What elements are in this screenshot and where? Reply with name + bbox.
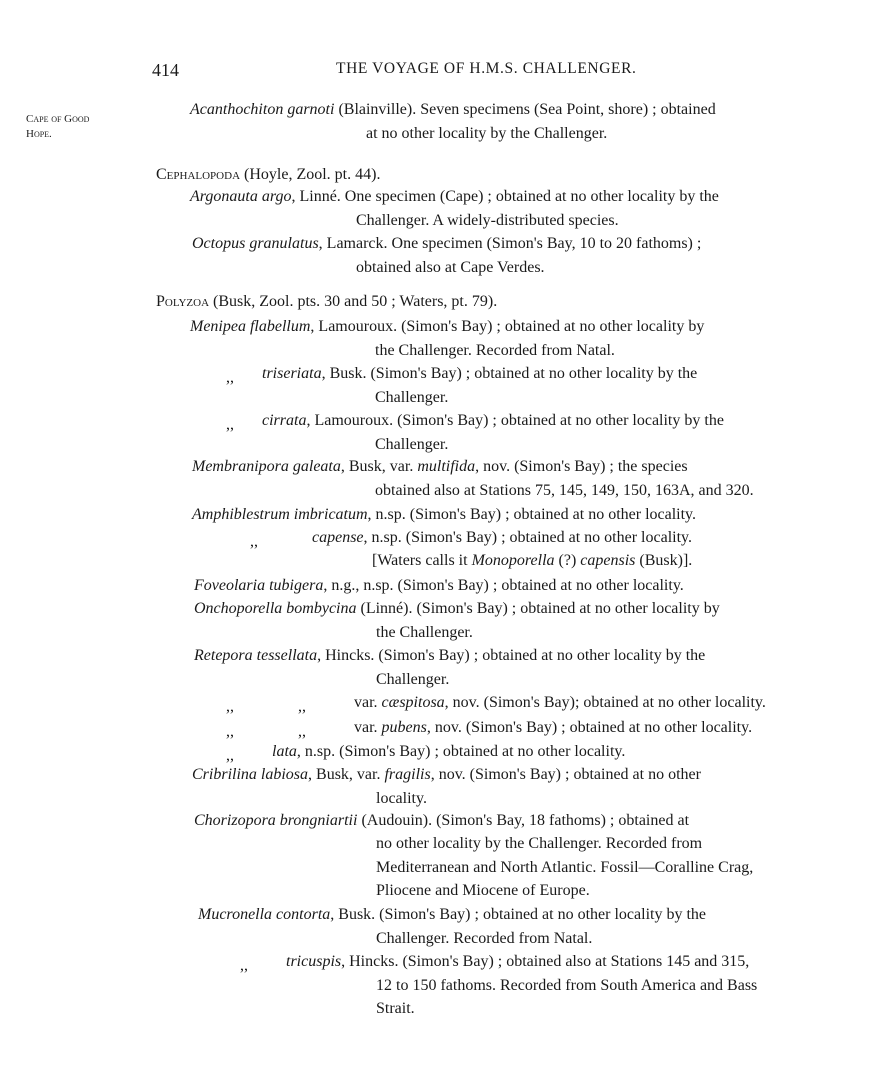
text-segment: , Busk, var.	[340, 458, 418, 475]
italic-term: Membranipora galeata	[192, 458, 341, 475]
italic-term: Amphiblestrum imbricatum	[192, 506, 368, 523]
text-segment: Challenger.	[375, 436, 449, 453]
text-segment: , Busk. (Simon's Bay) ; obtained at no other locality by the	[330, 906, 706, 923]
text-segment: the Challenger. Recorded from Natal.	[375, 342, 615, 359]
section-heading: Cephalopoda	[156, 166, 241, 183]
text-line	[192, 505, 696, 525]
text-segment: , Linné. One specimen (Cape) ; obtained at no other locality by the	[291, 188, 719, 205]
text-segment: , Busk. (Simon's Bay) ; obtained at no other locality by the	[321, 365, 698, 382]
text-segment: ,,	[226, 416, 234, 433]
text-segment: ,,	[298, 698, 306, 715]
text-line	[354, 693, 766, 713]
text-segment: , n.g., n.sp. (Simon's Bay) ; obtained at no other locality.	[323, 577, 684, 594]
italic-term: triseriata	[262, 365, 322, 382]
text-line	[376, 623, 473, 643]
text-segment: [Waters calls it	[372, 552, 472, 569]
text-line	[226, 697, 234, 717]
section-heading: Polyzoa	[156, 293, 210, 310]
text-segment: , n.sp. (Simon's Bay) ; obtained at no other locality.	[363, 529, 692, 546]
text-segment: the Challenger.	[376, 624, 473, 641]
italic-term: pubens	[381, 719, 427, 736]
italic-term: Onchoporella bombycina	[194, 600, 357, 617]
text-line	[240, 956, 248, 976]
text-line	[192, 765, 701, 785]
text-segment: locality.	[376, 790, 427, 807]
text-segment: ,,	[250, 533, 258, 550]
text-segment: , Busk, var.	[308, 766, 385, 783]
margin-note-line: Hope.	[26, 128, 52, 140]
text-segment: (Busk, Zool. pts. 30 and 50 ; Waters, pt. 79).	[209, 293, 498, 310]
text-line	[194, 811, 689, 831]
text-line	[375, 341, 615, 361]
text-segment: obtained also at Stations 75, 145, 149, 150, 163A, and 320.	[375, 482, 754, 499]
text-segment: ,,	[226, 698, 234, 715]
text-segment: ,,	[226, 723, 234, 740]
text-line	[190, 100, 716, 120]
text-segment: , Lamouroux. (Simon's Bay) ; obtained at no other locality by the	[306, 412, 724, 429]
margin-note-line: Cape of Good	[26, 113, 90, 125]
text-segment: at no other locality by the Challenger.	[366, 125, 608, 142]
margin-note	[26, 112, 89, 142]
text-segment: Strait.	[376, 1000, 415, 1017]
text-segment: Challenger.	[376, 671, 450, 688]
italic-term: tricuspis	[286, 953, 342, 970]
text-line	[376, 999, 415, 1019]
text-segment: (Blainville). Seven specimens (Sea Point, shore) ; obtained	[334, 101, 716, 118]
text-segment: Mediterranean and North Atlantic. Fossil—Coralline Crag,	[376, 859, 754, 876]
italic-term: Cribrilina labiosa	[192, 766, 309, 783]
italic-term: Menipea flabellum	[190, 318, 311, 335]
text-segment: , Lamouroux. (Simon's Bay) ; obtained at no other locality by	[310, 318, 705, 335]
text-segment: Challenger. Recorded from Natal.	[376, 930, 593, 947]
text-line	[376, 858, 753, 878]
text-line	[194, 576, 684, 596]
text-line	[376, 670, 449, 690]
text-segment: (?)	[554, 552, 581, 569]
text-segment: , nov. (Simon's Bay); obtained at no other locality.	[444, 694, 766, 711]
text-line	[375, 435, 448, 455]
text-segment: ,,	[240, 957, 248, 974]
text-line	[366, 124, 607, 144]
text-line	[298, 722, 306, 742]
italic-term: Argonauta argo	[190, 188, 292, 205]
text-line	[356, 258, 545, 278]
text-segment: var.	[354, 719, 382, 736]
text-segment: , nov. (Simon's Bay) ; obtained at no other	[430, 766, 701, 783]
text-segment: ,,	[226, 747, 234, 764]
italic-term: Chorizopora brongniartii	[194, 812, 358, 829]
italic-term: lata	[272, 743, 297, 760]
italic-term: Retepora tessellata	[194, 647, 318, 664]
text-line	[272, 742, 625, 762]
text-segment: Pliocene and Miocene of Europe.	[376, 882, 590, 899]
text-line	[375, 481, 754, 501]
text-line	[190, 317, 704, 337]
text-line	[376, 789, 427, 809]
text-segment: ,,	[226, 369, 234, 386]
text-line	[376, 881, 590, 901]
text-line	[376, 976, 757, 996]
text-segment: , nov. (Simon's Bay) ; obtained at no other locality.	[426, 719, 753, 736]
text-segment: , n.sp. (Simon's Bay) ; obtained at no other locality.	[367, 506, 697, 523]
text-segment: ,,	[298, 723, 306, 740]
text-segment: (Linné). (Simon's Bay) ; obtained at no other locality by	[356, 600, 720, 617]
text-segment: no other locality by the Challenger. Recorded from	[376, 835, 703, 852]
italic-term: fragilis	[384, 766, 431, 783]
text-segment: Challenger.	[375, 389, 449, 406]
text-line	[192, 457, 688, 477]
page-number: 414	[152, 60, 179, 80]
text-segment: Challenger. A widely-distributed species.	[356, 212, 619, 229]
italic-term: capense	[312, 529, 364, 546]
text-line	[194, 646, 705, 666]
text-line	[226, 746, 234, 766]
text-segment: obtained also at Cape Verdes.	[356, 259, 545, 276]
text-line	[250, 532, 258, 552]
italic-term: Octopus granulatus	[192, 235, 319, 252]
text-line	[375, 388, 448, 408]
text-segment: var.	[354, 694, 382, 711]
italic-term: multifida	[417, 458, 476, 475]
text-line	[312, 528, 692, 548]
text-segment: 12 to 150 fathoms. Recorded from South America and Bass	[376, 977, 758, 994]
italic-term: Monoporella	[471, 552, 555, 569]
italic-term: Acanthochiton garnoti	[190, 101, 335, 118]
italic-term: cæspitosa	[381, 694, 445, 711]
text-segment: (Hoyle, Zool. pt. 44).	[240, 166, 381, 183]
text-line	[198, 905, 706, 925]
text-segment: (Busk)].	[635, 552, 693, 569]
italic-term: cirrata	[262, 412, 307, 429]
text-segment: (Audouin). (Simon's Bay, 18 fathoms) ; obtained at	[357, 812, 690, 829]
text-line	[226, 722, 234, 742]
text-segment: , Hincks. (Simon's Bay) ; obtained also at Stations 145 and 315,	[341, 953, 750, 970]
text-line	[262, 364, 697, 384]
text-line	[194, 599, 720, 619]
text-segment: , Lamarck. One specimen (Simon's Bay, 10 to 20 fathoms) ;	[318, 235, 702, 252]
text-line	[226, 368, 234, 388]
italic-term: Foveolaria tubigera	[194, 577, 324, 594]
italic-term: Mucronella contorta	[198, 906, 331, 923]
text-segment: , Hincks. (Simon's Bay) ; obtained at no other locality by the	[317, 647, 706, 664]
text-line	[298, 697, 306, 717]
text-line	[376, 929, 592, 949]
running-title: THE VOYAGE OF H.M.S. CHALLENGER.	[336, 60, 637, 77]
text-line	[156, 165, 380, 185]
text-line	[192, 234, 701, 254]
text-line	[356, 211, 619, 231]
text-segment: , n.sp. (Simon's Bay) ; obtained at no other locality.	[296, 743, 626, 760]
text-line	[226, 415, 234, 435]
text-line	[354, 718, 752, 738]
text-line	[286, 952, 749, 972]
text-line	[372, 551, 692, 571]
italic-term: capensis	[580, 552, 636, 569]
text-line	[156, 292, 497, 312]
text-line	[376, 834, 702, 854]
text-line	[190, 187, 719, 207]
text-segment: , nov. (Simon's Bay) ; the species	[475, 458, 688, 475]
text-line	[262, 411, 724, 431]
